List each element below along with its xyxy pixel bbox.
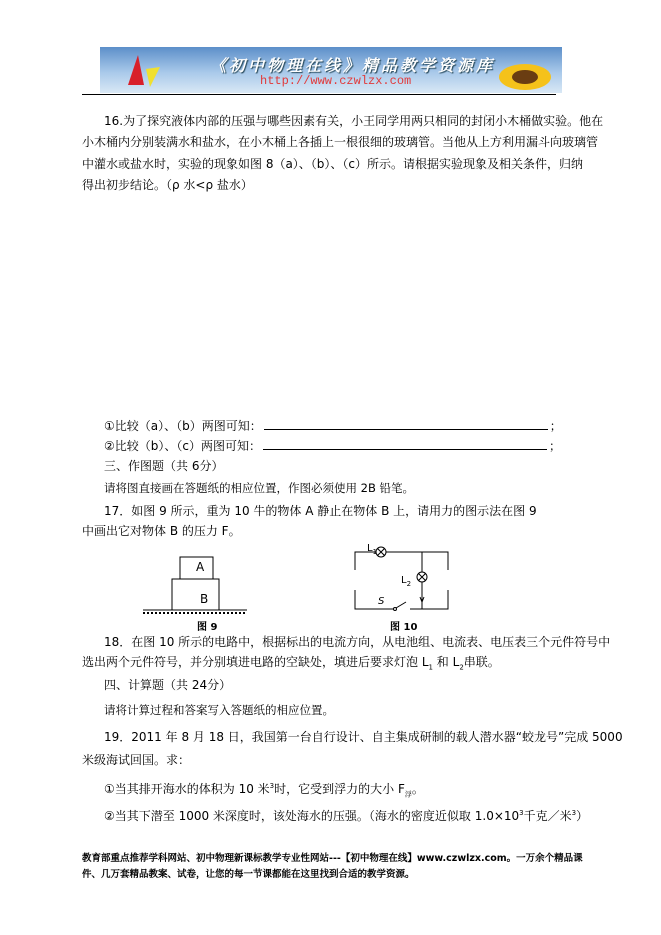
blank-2: ②比较（b）、（c）两图可知： ； (104, 439, 561, 453)
banner-url: http://www.czwlzx.com (260, 74, 412, 88)
sunflower-icon (495, 55, 555, 93)
block-a-label: A (196, 560, 205, 574)
q16-line: 小木桶内分别装满水和盐水，在小木桶上各插上一根很细的玻璃管。当他从上方利用漏斗向玻璃管 (82, 135, 599, 149)
section-4-note: 请将计算过程和答案写入答题纸的相应位置。 (104, 703, 334, 717)
lamp-l1-label: $L_1$ (367, 543, 378, 556)
q16-line: 16.为了探究液体内部的压强与哪些因素有关，小王同学用两只相同的封闭小木桶做实验。他在 (104, 114, 604, 128)
header-rule (82, 94, 556, 95)
section-4-title: 四、计算题（共 24分） (104, 678, 232, 692)
q17-line: 中画出它对物体 B 的压力 F。 (82, 524, 241, 538)
q18-line: 18．在图 10 所示的电路中，根据标出的电流方向，从电池组、电流表、电压表三个元件符号中 (104, 635, 611, 649)
q19-part-1: ①当其排开海水的体积为 10 米$^3$时，它受到浮力的大小 $F_浮$。 (104, 782, 424, 799)
blank-1: ①比较（a）、（b）两图可知： ； (104, 419, 562, 433)
answer-line-1[interactable] (264, 417, 548, 430)
section-3-title: 三、作图题（共 6分） (104, 459, 224, 473)
q18-line: 选出两个元件符号，并分别填进电路的空缺处，填进后要求灯泡 $L_1$ 和 $L_2$串联。 (82, 655, 500, 672)
figure-9-caption: 图 9 (197, 622, 218, 633)
q19-line: 19．2011 年 8 月 18 日，我国第一台自行设计、自主集成研制的载人潜水器“蛟龙号”完成 5000 (104, 730, 623, 744)
switch-label: S (378, 596, 385, 607)
block-b-label: B (200, 592, 209, 606)
lamp-l2-label: $L_2$ (401, 575, 412, 588)
q17-line: 17．如图 9 所示，重为 10 牛的物体 A 静止在物体 B 上，请用力的图示法在图 9 (104, 504, 537, 518)
footer-line: 件、几万套精品教案、试卷，让您的每一节课都能在这里找到合适的教学资源。 (82, 869, 415, 880)
header-banner (100, 47, 562, 93)
q19-line: 米级海试回国。求： (82, 753, 191, 767)
q16-line: 得出初步结论。（ρ 水<ρ 盐水） (82, 178, 253, 192)
q19-part-2: ②当其下潜至 1000 米深度时，该处海水的压强。（海水的密度近似取 $1.0\times 10^3$千克／米$^3$） (104, 809, 589, 823)
answer-line-2[interactable] (263, 437, 547, 450)
banner-title: 《初中物理在线》精品教学资源库 (210, 56, 496, 75)
footer-line: 教育部重点推荐学科网站、初中物理新课标教学专业性网站---【初中物理在线】www.czwlzx.com。一万余个精品课 (82, 853, 583, 864)
logo-icon (120, 53, 170, 89)
q16-line: 中灌水或盐水时，实验的现象如图 8（a）、（b）、（c）所示。请根据实验现象及相关条件，归纳 (82, 157, 584, 171)
section-3-note: 请将图直接画在答题纸的相应位置，作图必须使用 2B 铅笔。 (104, 481, 415, 495)
figure-10-caption: 图 10 (390, 622, 418, 633)
